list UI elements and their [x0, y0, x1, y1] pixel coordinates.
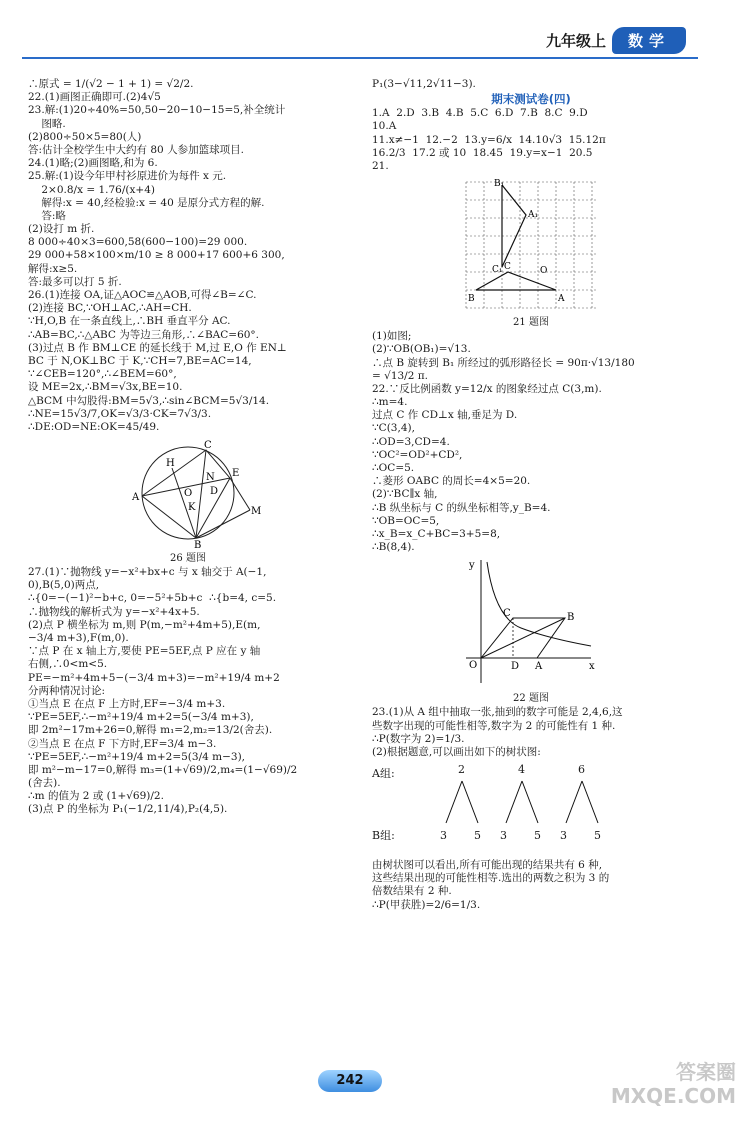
answer-line: (1)如图;: [372, 330, 412, 343]
answer-line: 即 2m²−17m+26=0,解得 m₁=2,m₂=13/2(舍去).: [28, 724, 273, 737]
answer-line: 22.(1)画图正确即可.(2)4√5: [28, 91, 161, 104]
answer-line: 分两种情况讨论:: [28, 684, 106, 697]
tree-b-label: B组:: [372, 829, 395, 843]
answer-line: 图略.: [28, 117, 66, 130]
fig21-label-C1: C₁: [492, 265, 503, 276]
answer-line: 27.(1)∵抛物线 y=−x²+bx+c 与 x 轴交于 A(−1,: [28, 566, 267, 579]
fig22-label-y: y: [469, 560, 475, 572]
fig21-triangle-rotated: [502, 185, 526, 267]
fig21-label-B1: B₁: [494, 179, 505, 190]
grade-label: 九年级上: [545, 31, 606, 50]
answer-line: ∴B 纵坐标与 C 的纵坐标相等,y_B=4.: [372, 501, 551, 514]
fig26-label-N: N: [206, 472, 215, 484]
answer-line: 24.(1)略;(2)画图略,和为 6.: [28, 157, 158, 170]
answer-line: ∴B(8,4).: [372, 541, 415, 554]
answer-line: (3)点 P 的坐标为 P₁(−1/2,11/4),P₂(4,5).: [28, 803, 228, 816]
answer-line: ∴m=4.: [372, 396, 408, 409]
fig22-label-A: A: [535, 661, 543, 673]
answer-line: ∴点 B 旋转到 B₁ 所经过的弧形路径长 = 90π·√13/180: [372, 356, 635, 369]
fig21-grid: [466, 182, 596, 308]
fig26-label-E: E: [232, 468, 240, 480]
answer-line: ∴菱形 OABC 的周长=4×5=20.: [372, 475, 531, 488]
fig26-caption: 26 题图: [170, 553, 206, 565]
fig21-label-A: A: [558, 294, 565, 305]
answer-line: (2)800÷50×5=80(人): [28, 130, 142, 143]
tree-a-label: A组:: [372, 767, 395, 781]
answer-line: △BCM 中勾股得:BM=5√3,∴sin∠BCM=5√3/14.: [28, 394, 270, 407]
answer-line: 过点 C 作 CD⊥x 轴,垂足为 D.: [372, 409, 518, 422]
answer-line: 解得:x = 40,经检验:x = 40 是原分式方程的解.: [28, 196, 265, 209]
answer-line: 29 000+58×100×m/10 ≥ 8 000+17 600+6 300,: [28, 249, 285, 262]
answer-line: (3)过点 B 作 BM⊥CE 的延长线于 M,过 E,O 作 EN⊥: [28, 341, 287, 354]
answer-line: ②当点 E 在点 F 下方时,EF=3/4 m−3.: [28, 737, 217, 750]
answer-line: ∵OB=OC=5,: [372, 514, 440, 527]
answer-line: ∵PE=5EF,∴−m²+19/4 m+2=5(3/4 m−3),: [28, 750, 246, 763]
answer-line: ∵C(3,4),: [372, 422, 415, 435]
answer-line: 由树状图可以看出,所有可能出现的结果共有 6 种,: [372, 859, 603, 872]
answer-line: ∵点 P 在 x 轴上方,要使 PE=5EF,点 P 应在 y 轴: [28, 645, 261, 658]
fig26-label-D: D: [210, 486, 219, 498]
fig22-label-B: B: [567, 612, 575, 624]
answer-line: ∴x_B=x_C+BC=3+5=8,: [372, 527, 501, 540]
answer-line: (2)点 P 横坐标为 m,则 P(m,−m²+4m+5),E(m,: [28, 618, 261, 631]
answer-line: (舍去).: [28, 777, 61, 790]
fig26-label-C: C: [204, 440, 212, 452]
page-header: [546, 26, 686, 54]
page-number: 242: [318, 1070, 382, 1092]
answer-line: ∴AB=BC,∴△ABC 为等边三角形,∴∠BAC=60°.: [28, 328, 260, 341]
answer-line: 0),B(5,0)两点,: [28, 579, 100, 592]
tree-b-value: 5: [594, 829, 601, 843]
answer-line: ∵PE=5EF,∴−m²+19/4 m+2=5(−3/4 m+3),: [28, 711, 254, 724]
answer-line: (2)根据题意,可以画出如下的树状图:: [372, 745, 541, 758]
answer-line: ∴OC=5.: [372, 462, 415, 474]
tree-b-value: 5: [474, 829, 481, 843]
answer-line: 1.A 2.D 3.B 4.B 5.C 6.D 7.B 8.C 9.D: [372, 107, 588, 120]
answer-line: ∴抛物线的解析式为 y=−x²+4x+5.: [28, 605, 200, 618]
tree-a-value: 2: [458, 763, 465, 777]
header-rule: [22, 57, 698, 59]
fig22-label-O: O: [469, 660, 478, 672]
fig26-label-A: A: [132, 492, 140, 504]
answer-line: 21.: [372, 159, 389, 172]
fig26-label-B: B: [194, 540, 202, 552]
figure-21: [456, 177, 606, 312]
watermark: [611, 1060, 736, 1108]
answer-line: 右侧,∴0<m<5.: [28, 658, 108, 671]
answer-line: 些数字出现的可能性相等,数字为 2 的可能性有 1 种.: [372, 719, 616, 732]
fig22-hyperbola: [487, 562, 591, 646]
answer-line: ①当点 E 在点 F 上方时,EF=−3/4 m+3.: [28, 697, 226, 710]
answer-line: ∴P(甲获胜)=2/6=1/3.: [372, 898, 481, 911]
answer-line: ∴DE:OD=NE:OK=45/49.: [28, 420, 160, 433]
fig26-label-H: H: [166, 458, 175, 470]
watermark-line: 答案圈: [676, 1060, 736, 1084]
fig26-label-O: O: [184, 488, 193, 500]
answer-line: (2)连接 BC,∵OH⊥AC,∴AH=CH.: [28, 302, 192, 315]
answer-line: 16.2/3 17.2 或 10 18.45 19.y=x−1 20.5: [372, 146, 593, 159]
fig21-label-O: O: [540, 266, 548, 277]
answer-line: ∴m 的值为 2 或 (1+√69)/2.: [28, 790, 164, 803]
tree-a-value: 6: [578, 763, 585, 777]
figure-26: [118, 438, 262, 552]
tree-branches: [372, 779, 632, 827]
answer-line: 23.(1)从 A 组中抽取一张,抽到的数字可能是 2,4,6,这: [372, 706, 623, 719]
left-column: [28, 78, 348, 817]
answer-line: 11.x≠−1 12.−2 13.y=6/x 14.10√3 15.12π: [372, 133, 606, 146]
answer-line: = √13/2 π.: [372, 369, 428, 382]
answer-line: (2)设打 m 折.: [28, 223, 95, 236]
answer-line: ∵H,O,B 在一条直线上,∴BH 垂直平分 AC.: [28, 315, 231, 328]
figure-22: [461, 558, 601, 688]
answer-line: 26.(1)连接 OA,证△AOC≌△AOB,可得∠B=∠C.: [28, 289, 257, 301]
fig21-label-A1: A₁: [528, 210, 539, 221]
tree-diagram: [372, 759, 690, 859]
answer-line: ∴原式 = 1/(√2 − 1 + 1) = √2/2.: [28, 78, 194, 90]
tree-b-value: 3: [440, 829, 447, 843]
right-top-line: P₁(3−√11,2√11−3).: [372, 78, 476, 90]
answer-line: ∴P(数字为 2)=1/3.: [372, 732, 465, 745]
answer-line: 8 000÷40×3=600,58(600−100)=29 000.: [28, 236, 248, 249]
answer-line: BC 于 N,OK⊥BC 于 K,∵CH=7,BE=AC=14,: [28, 354, 252, 367]
fig21-caption: 21 题图: [513, 317, 549, 329]
fig21-label-B: B: [468, 294, 475, 305]
answer-line: ∴NE=15√3/7,OK=√3/3·CK=7√3/3.: [28, 407, 212, 420]
answer-line: 答:略: [28, 209, 66, 222]
answer-line: 10.A: [372, 120, 397, 133]
answer-line: 23.解:(1)20÷40%=50,50−20−10−15=5,补全统计: [28, 104, 286, 117]
fig22-label-x: x: [589, 661, 595, 673]
fig26-label-M: M: [251, 506, 262, 518]
answer-line: 答:最多可以打 5 折.: [28, 275, 122, 288]
answer-line: 这些结果出现的可能性相等.选出的两数之积为 3 的: [372, 872, 610, 885]
answer-line: 答:估计全校学生中大约有 80 人参加篮球项目.: [28, 143, 244, 156]
answer-line: 2×0.8/x = 1.76/(x+4): [28, 183, 155, 196]
fig22-label-C: C: [503, 608, 511, 620]
fig21-label-C: C: [504, 262, 511, 273]
answer-line: (2)∵OB(OB₁)=√13.: [372, 343, 471, 356]
answer-line: −3/4 m+3),F(m,0).: [28, 632, 129, 644]
subject-badge: 数学: [612, 27, 686, 54]
tree-a-value: 4: [518, 763, 525, 777]
answer-line: 设 ME=2x,∴BM=√3x,BE=10.: [28, 381, 183, 394]
answer-line: 22.∵反比例函数 y=12/x 的图象经过点 C(3,m).: [372, 382, 602, 395]
answer-line: 解得:x≥5.: [28, 262, 78, 275]
fig22-label-D: D: [511, 661, 520, 673]
tree-b-value: 3: [500, 829, 507, 843]
tree-b-value: 3: [560, 829, 567, 843]
answer-line: 即 m²−m−17=0,解得 m₃=(1+√69)/2,m₄=(1−√69)/2: [28, 763, 298, 776]
section-title: 期末测试卷(四): [491, 92, 571, 107]
answer-line: PE=−m²+4m+5−(−3/4 m+3)=−m²+19/4 m+2: [28, 671, 280, 684]
answer-line: ∵∠CEB=120°,∴∠BEM=60°,: [28, 368, 177, 381]
answer-line: ∴OD=3,CD=4.: [372, 435, 450, 448]
answer-line: 25.解:(1)设今年甲村衫原进价为每件 x 元.: [28, 170, 227, 183]
answer-line: ∵OC²=OD²+CD²,: [372, 448, 463, 461]
right-column: [372, 78, 690, 912]
answer-line: 倍数结果有 2 种.: [372, 885, 452, 898]
watermark-line: MXQE.COM: [610, 1084, 736, 1108]
tree-b-value: 5: [534, 829, 541, 843]
fig22-caption: 22 题图: [513, 693, 549, 705]
answer-line: (2)∵BC∥x 轴,: [372, 488, 438, 501]
fig26-label-K: K: [188, 502, 196, 514]
answer-line: ∴{0=−(−1)²−b+c, 0=−5²+5b+c ∴{b=4, c=5.: [28, 592, 277, 605]
